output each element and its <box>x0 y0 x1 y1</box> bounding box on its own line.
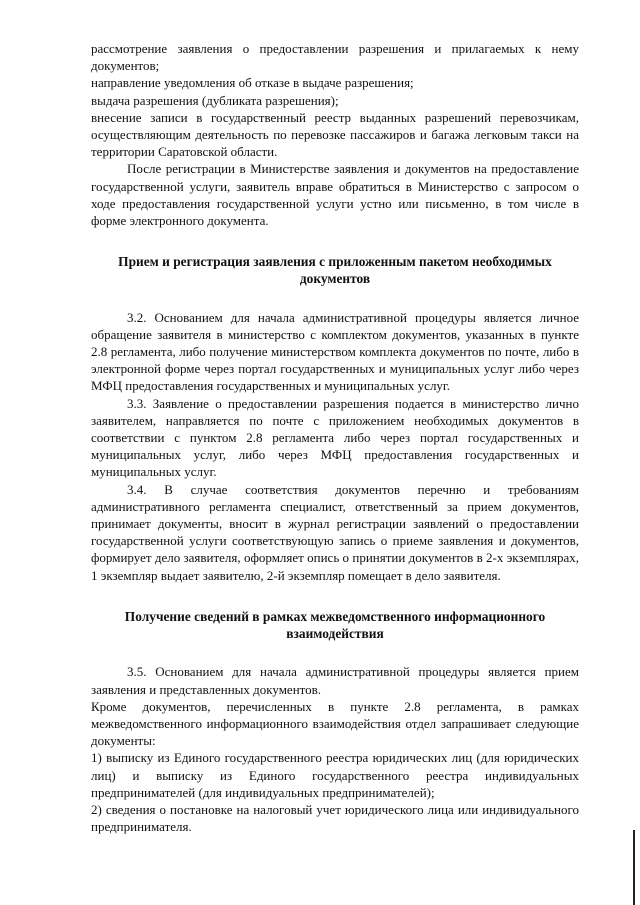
list-item-review: рассмотрение заявления о предоставлении разрешения и прилагаемых к нему документов; <box>91 41 579 74</box>
list-item-refusal-notice: направление уведомления об отказе в выдаче разрешения; <box>91 75 414 91</box>
paragraph-3-2: 3.2. Основанием для начала административной процедуры является личное обращение заявителя в министерство с комплектом документов, указанных в пункте 2.8 регламента, либо получение министерством комплекта документов по почте, либо в электронной форме через портал государственных и муниципальных услуг либо через МФЦ предоставления государственных и муниципальных услуг. <box>91 309 579 394</box>
spacer <box>91 584 579 608</box>
spacer <box>91 642 579 663</box>
list-item-registry-extract: 1) выписку из Единого государственного реестра юридических лиц (для юридических лиц) и выписку из Единого государственного реестра индивидуальных предпринимателей (для индивидуальных предпринимателей); <box>91 750 579 800</box>
section-heading-reception: Прием и регистрация заявления с приложенным пакетом необходимых документов <box>118 254 552 287</box>
paragraph-status-request: После регистрации в Министерстве заявления и документов на предоставление государственной услуги, заявитель вправе обратиться в Министерство с запросом о ходе предоставления государственной услуги устно или письменно, в том числе в форме электронного документа. <box>91 161 579 229</box>
list-item-registry-entry: внесение записи в государственный реестр выданных разрешений перевозчикам, осуществляющим деятельность по перевозке пассажиров и багажа легковым такси на территории Саратовской области. <box>91 109 579 160</box>
scan-edge-line <box>633 830 635 905</box>
spacer <box>91 229 579 253</box>
paragraph-3-3: 3.3. Заявление о предоставлении разрешения подается в министерство лично заявителем, направляется по почте с приложением необходимых документов в соответствии с пунктом 2.8 регламента либо через портал государственных и муниципальных услуг, либо через МФЦ предоставления государственных и муниципальных услуг. <box>91 395 579 480</box>
spacer <box>91 288 579 309</box>
list-item-tax-registration: 2) сведения о постановке на налоговый учет юридического лица или индивидуального предпринимателя. <box>91 801 579 835</box>
paragraph-3-4: 3.4. В случае соответствия документов перечню и требованиям административного регламента специалист, ответственный за прием документов, принимает документы, вносит в журнал регистрации заявлений о предоставлении государственной услуги соответствующую запись о приеме заявления и документов, формирует дело заявителя, оформляет опись о принятии документов в 2-х экземплярах, 1 экземпляр выдает заявителю, 2-й экземпляр помещает в дело заявителя. <box>91 481 579 583</box>
paragraph-3-5: 3.5. Основанием для начала административной процедуры является прием заявления и представленных документов. <box>91 664 579 697</box>
paragraph-requested-docs: Кроме документов, перечисленных в пункте 2.8 регламента, в рамках межведомственного информационного взаимодействия отдел запрашивает следующие документы: <box>91 698 579 749</box>
list-item-permit-issue: выдача разрешения (дубликата разрешения); <box>91 92 339 108</box>
document-body <box>91 40 579 835</box>
section-heading-interagency: Получение сведений в рамках межведомственного информационного взаимодействия <box>124 608 546 642</box>
